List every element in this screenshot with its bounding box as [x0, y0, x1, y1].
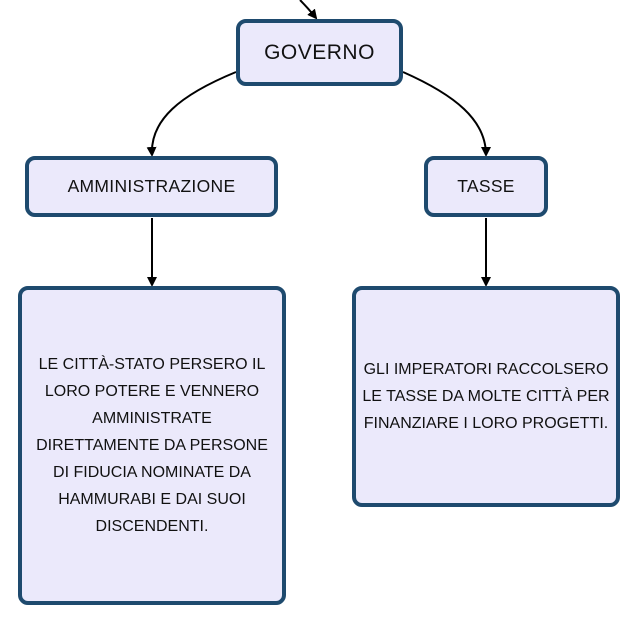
node-governo-label: GOVERNO: [264, 40, 375, 64]
node-governo[interactable]: [236, 19, 403, 86]
node-amministrazione-label: AMMINISTRAZIONE: [67, 176, 236, 196]
edge-governo-to-tasse: [403, 72, 486, 155]
edge-governo-to-amministrazione: [152, 72, 236, 155]
node-tasse-label: TASSE: [457, 176, 515, 196]
edge-incoming-to-governo: [300, 0, 316, 18]
node-amministrazione-description-text: LE CITTÀ-STATO PERSERO IL LORO POTERE E VENNERO AMMINISTRATE DIRETTAMENTE DA PERSONE DI FIDUCIA NOMINATE DA HAMMURABI E DAI SUOI DISCENDENTI.: [36, 356, 268, 535]
node-tasse-description-text: GLI IMPERATORI RACCOLSERO LE TASSE DA MOLTE CITTÀ PER FINANZIARE I LORO PROGETTI.: [362, 361, 610, 432]
node-tasse[interactable]: [424, 156, 548, 217]
node-amministrazione[interactable]: [25, 156, 278, 217]
node-tasse-description[interactable]: [352, 286, 620, 507]
node-amministrazione-description[interactable]: [18, 286, 286, 605]
